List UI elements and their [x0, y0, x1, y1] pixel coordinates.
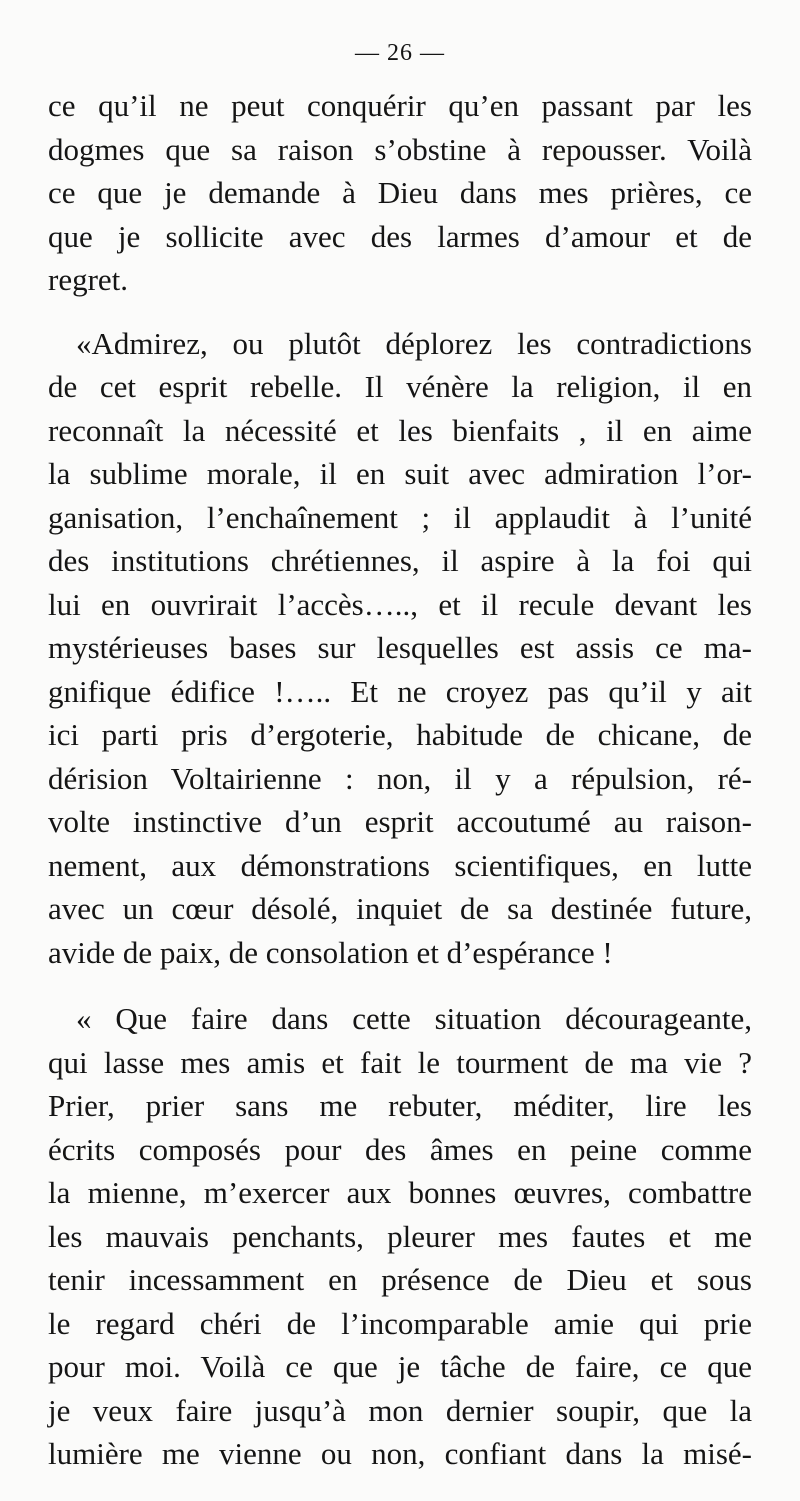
- text-line: dérision Voltairienne : non, il y a répulsion, ré-: [48, 761, 752, 796]
- text-line: qui lasse mes amis et fait le tourment de ma vie ?: [48, 1045, 752, 1080]
- text-line: avec un cœur désolé, inquiet de sa destinée future,: [48, 891, 752, 926]
- text-line: ce qu’il ne peut conquérir qu’en passant par les: [48, 88, 752, 123]
- text-line: avide de paix, de consolation et d’espérance !: [48, 935, 613, 970]
- text-line: les mauvais penchants, pleurer mes fautes et me: [48, 1219, 752, 1254]
- text-line: Prier, prier sans me rebuter, méditer, lire les: [48, 1088, 752, 1123]
- text-line: lui en ouvrirait l’accès….., et il recule devant les: [48, 587, 752, 622]
- text-line: « Que faire dans cette situation décourageante,: [76, 1001, 752, 1036]
- text-line: de cet esprit rebelle. Il vénère la religion, il en: [48, 369, 752, 404]
- text-line: que je sollicite avec des larmes d’amour et de: [48, 219, 752, 254]
- text-line: la mienne, m’exercer aux bonnes œuvres, combattre: [48, 1175, 752, 1210]
- text-line: reconnaît la nécessité et les bienfaits , il en aime: [48, 413, 752, 448]
- text-line: mystérieuses bases sur lesquelles est assis ce ma-: [48, 630, 752, 665]
- text-line: tenir incessamment en présence de Dieu et sous: [48, 1262, 752, 1297]
- text-line: regret.: [48, 262, 129, 297]
- text-line: pour moi. Voilà ce que je tâche de faire, ce que: [48, 1349, 752, 1384]
- text-line: écrits composés pour des âmes en peine comme: [48, 1132, 752, 1167]
- text-line: «Admirez, ou plutôt déplorez les contradictions: [76, 326, 752, 361]
- page-number: — 26 —: [355, 40, 445, 66]
- text-line: ce que je demande à Dieu dans mes prières, ce: [48, 175, 752, 210]
- text-line: gnifique édifice !….. Et ne croyez pas qu’il y ait: [48, 674, 752, 709]
- text-line: ici parti pris d’ergoterie, habitude de chicane, de: [48, 717, 752, 752]
- text-line: la sublime morale, il en suit avec admiration l’or-: [48, 456, 752, 491]
- text-line: ganisation, l’enchaînement ; il applaudit à l’unité: [48, 500, 752, 535]
- text-line: lumière me vienne ou non, confiant dans la misé-: [48, 1436, 752, 1471]
- text-line: je veux faire jusqu’à mon dernier soupir, que la: [48, 1393, 752, 1428]
- text-line: dogmes que sa raison s’obstine à repousser. Voilà: [48, 132, 752, 167]
- text-line: nement, aux démonstrations scientifiques, en lutte: [48, 848, 752, 883]
- text-line: le regard chéri de l’incomparable amie qui prie: [48, 1306, 752, 1341]
- text-line: des institutions chrétiennes, il aspire à la foi qui: [48, 543, 752, 578]
- text-line: volte instinctive d’un esprit accoutumé au raison-: [48, 804, 752, 839]
